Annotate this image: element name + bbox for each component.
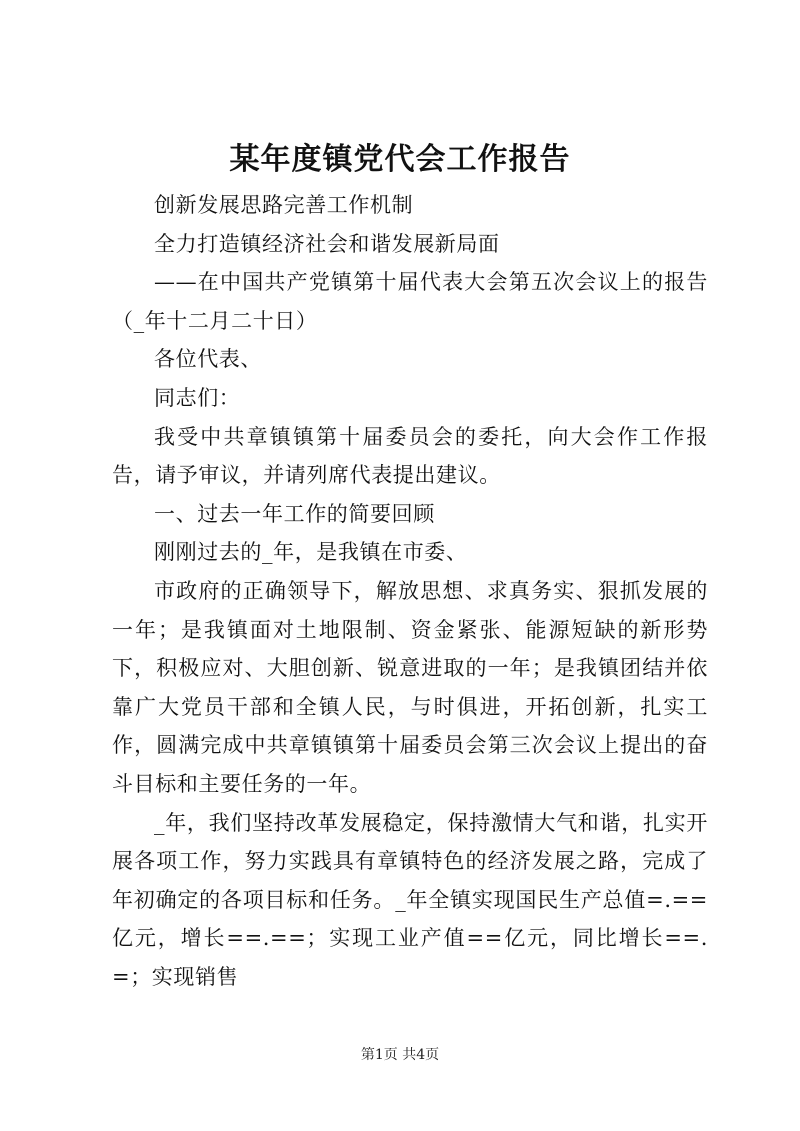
section-heading: 一、过去一年工作的简要回顾 bbox=[154, 501, 435, 526]
intro-paragraph: 我受中共章镇镇第十届委员会的委托，向大会作工作报告，请予审议，并请列席代表提出建议。 bbox=[112, 424, 708, 488]
document-title: 某年度镇党代会工作报告 bbox=[229, 142, 571, 177]
body-paragraph: 刚刚过去的_年，是我镇在市委、 bbox=[154, 540, 468, 565]
page-number-footer: 第1页 共4页 bbox=[360, 1047, 440, 1063]
body-paragraph: _年，我们坚持改革发展稳定，保持激情大气和谐，扎实开展各项工作，努力实践具有章镇特色的经济发展之路，完成了年初确定的各项目标和任务。_年全镇实现国民生产总值=.==亿元，增长==.==；实现工业产值==亿元，同比增长==.=；实现销售 bbox=[112, 810, 708, 989]
body-paragraph: 市政府的正确领导下，解放思想、求真务实、狠抓发展的一年；是我镇面对土地限制、资金紧张、能源短缺的新形势下，积极应对、大胆创新、锐意进取的一年；是我镇团结并依靠广大党员干部和全镇人民，与时俱进，开拓创新，扎实工作，圆满完成中共章镇镇第十届委员会第三次会议上提出的奋斗目标和主要任务的一年。 bbox=[112, 578, 708, 796]
subtitle-line-1: 创新发展思路完善工作机制 bbox=[154, 193, 414, 217]
salutation-delegates: 各位代表、 bbox=[154, 347, 262, 372]
salutation-comrades: 同志们： bbox=[154, 385, 241, 410]
report-occasion: ——在中国共产党镇第十届代表大会第五次会议上的报告（_年十二月二十日） bbox=[112, 270, 708, 333]
document-body bbox=[112, 186, 708, 996]
subtitle-line-2: 全力打造镇经济社会和谐发展新局面 bbox=[154, 231, 500, 256]
